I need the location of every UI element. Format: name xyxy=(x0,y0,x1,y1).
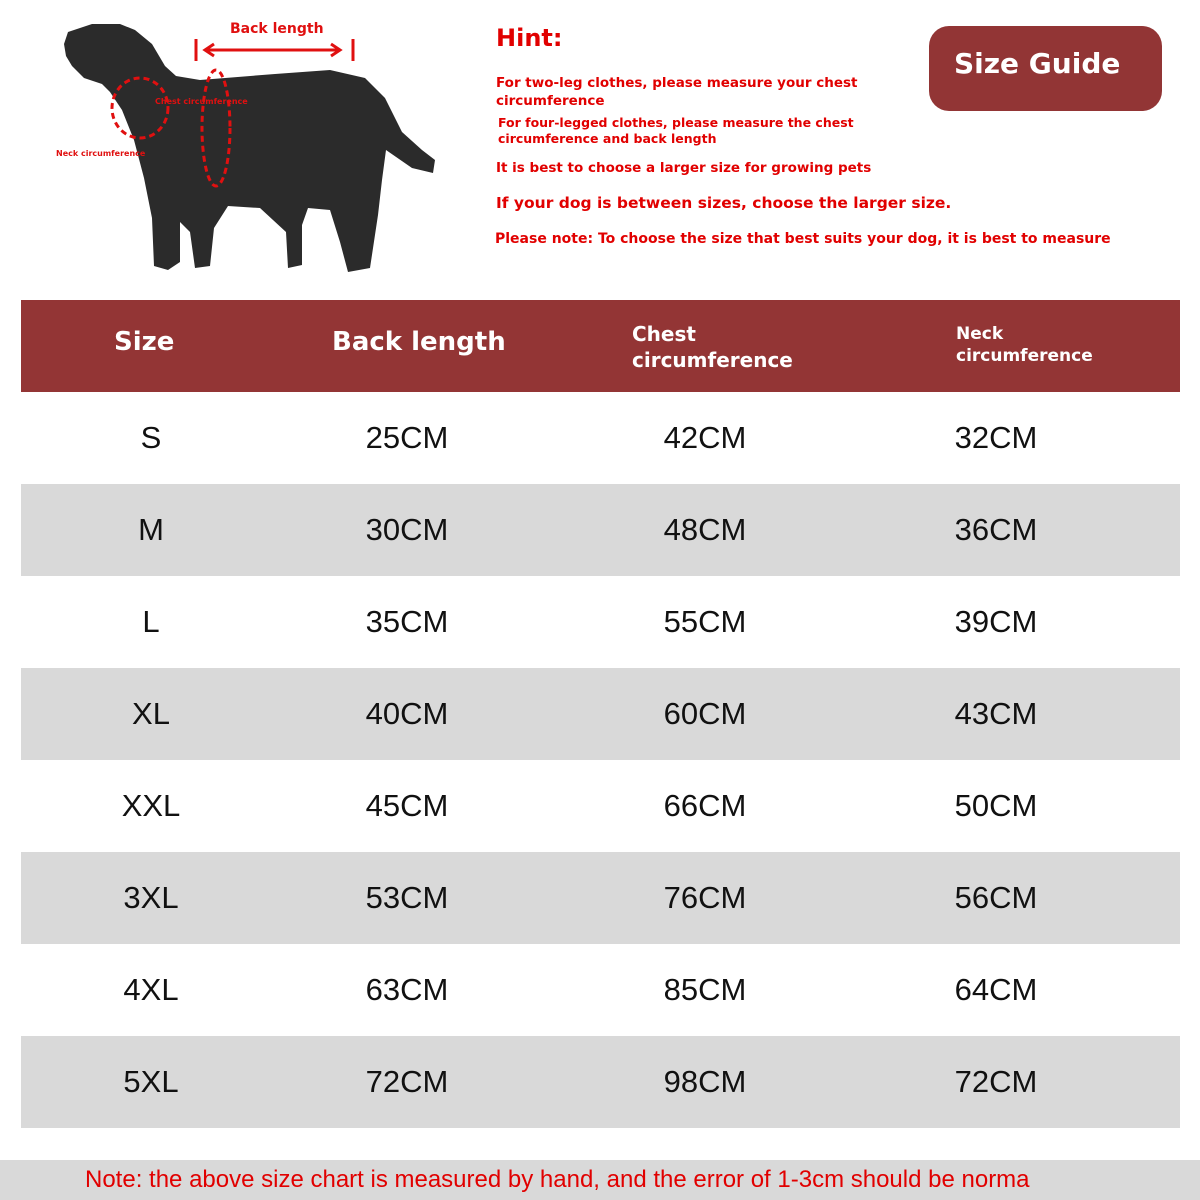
neck-cell: 39CM xyxy=(954,604,1038,639)
size-cell: S xyxy=(140,420,162,455)
chest-cell: 48CM xyxy=(663,512,747,547)
neck-cell: 64CM xyxy=(954,972,1038,1007)
back-length-label: Back length xyxy=(230,21,324,37)
hint-line: For two-leg clothes, please measure your chest xyxy=(496,75,858,91)
back-length-cell: 63CM xyxy=(365,972,449,1007)
neck-cell: 72CM xyxy=(954,1064,1038,1099)
table-row xyxy=(21,944,1180,1036)
chest-cell: 98CM xyxy=(663,1064,747,1099)
size-cell: XL xyxy=(132,696,170,731)
header-neck-line2: circumference xyxy=(956,346,1093,366)
size-cell: L xyxy=(142,604,160,639)
neck-cell: 43CM xyxy=(954,696,1038,731)
table-row xyxy=(21,1036,1180,1128)
chest-cell: 60CM xyxy=(663,696,747,731)
neck-cell: 50CM xyxy=(954,788,1038,823)
back-length-cell: 40CM xyxy=(365,696,449,731)
dog-silhouette xyxy=(64,24,435,272)
back-length-cell: 30CM xyxy=(365,512,449,547)
header-neck-line1: Neck xyxy=(956,324,1004,344)
table-row xyxy=(21,484,1180,576)
chest-cell: 55CM xyxy=(663,604,747,639)
table-header xyxy=(21,300,1180,392)
chest-cell: 85CM xyxy=(663,972,747,1007)
size-cell: 3XL xyxy=(123,880,179,915)
neck-circumference-label: Neck circumference xyxy=(56,149,146,158)
size-cell: M xyxy=(138,512,164,547)
size-cell: 5XL xyxy=(123,1064,179,1099)
header-chest-line1: Chest xyxy=(632,322,696,346)
table-row xyxy=(21,668,1180,760)
header-back-length: Back length xyxy=(332,327,506,357)
hint-line: circumference xyxy=(496,93,605,109)
hint-line: For four-legged clothes, please measure the chest xyxy=(498,115,854,130)
neck-cell: 32CM xyxy=(954,420,1038,455)
dog-measurement-diagram xyxy=(40,10,460,285)
hint-line: circumference and back length xyxy=(498,131,717,146)
table-row xyxy=(21,576,1180,668)
back-length-cell: 53CM xyxy=(365,880,449,915)
hint-line: If your dog is between sizes, choose the larger size. xyxy=(496,194,952,212)
footer-note: Note: the above size chart is measured by hand, and the error of 1-3cm should be norma xyxy=(0,1160,1200,1200)
size-cell: 4XL xyxy=(123,972,179,1007)
header-size: Size xyxy=(114,327,175,357)
back-length-cell: 25CM xyxy=(365,420,449,455)
size-cell: XXL xyxy=(121,788,181,823)
hint-line: Please note: To choose the size that best suits your dog, it is best to measure xyxy=(495,231,1111,247)
header-chest-line2: circumference xyxy=(632,348,793,372)
chest-cell: 42CM xyxy=(663,420,747,455)
back-length-cell: 45CM xyxy=(365,788,449,823)
hint-line: It is best to choose a larger size for growing pets xyxy=(496,160,872,176)
neck-cell: 56CM xyxy=(954,880,1038,915)
chest-cell: 76CM xyxy=(663,880,747,915)
hint-title: Hint: xyxy=(496,24,563,52)
size-guide-button[interactable]: Size Guide xyxy=(929,26,1162,111)
chest-cell: 66CM xyxy=(663,788,747,823)
table-row xyxy=(21,852,1180,944)
chest-circumference-label: Chest circumference xyxy=(155,97,248,106)
back-length-cell: 35CM xyxy=(365,604,449,639)
table-row xyxy=(21,760,1180,852)
back-length-cell: 72CM xyxy=(365,1064,449,1099)
neck-cell: 36CM xyxy=(954,512,1038,547)
table-row xyxy=(21,392,1180,484)
